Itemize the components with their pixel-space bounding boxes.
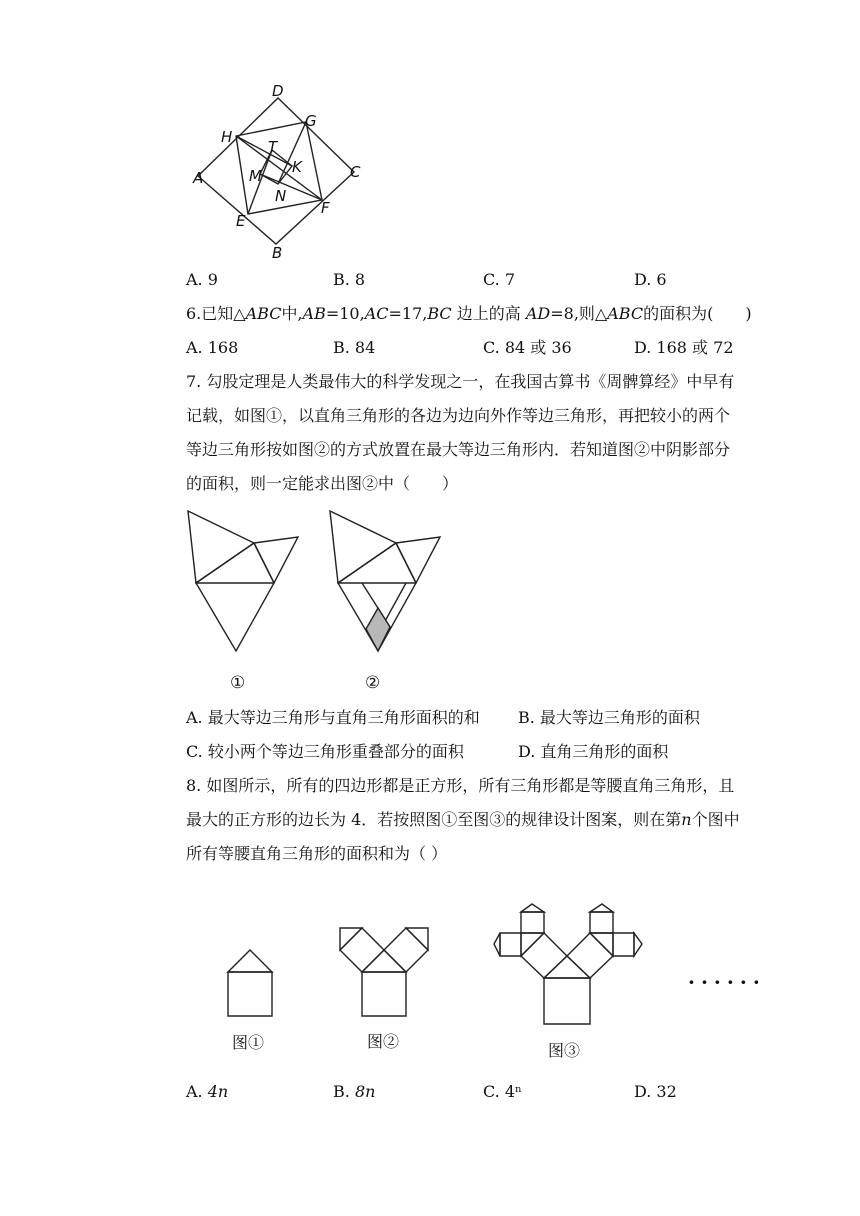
q6-abc: ABC bbox=[607, 304, 644, 323]
q6-option-a[interactable]: A. 168 bbox=[186, 338, 239, 357]
label-t: T bbox=[268, 138, 278, 156]
q8-option-b-value: 8n bbox=[354, 1082, 376, 1101]
label-c: C bbox=[350, 163, 361, 181]
q7-fig2-label: ② bbox=[365, 673, 381, 693]
q6-stem bbox=[186, 304, 752, 324]
q7-option-d[interactable]: D. 直角三角形的面积 bbox=[518, 742, 669, 761]
q7-line-4: 的面积，则一定能求出图②中（ ） bbox=[186, 474, 459, 493]
q8-text: 个图中 bbox=[691, 810, 740, 829]
q8-option-a-value: 4n bbox=[207, 1082, 229, 1101]
q6-bc: BC bbox=[427, 304, 452, 323]
q5-option-c[interactable]: C. 7 bbox=[483, 270, 516, 289]
q7-option-b[interactable]: B. 最大等边三角形的面积 bbox=[518, 708, 700, 727]
q7-line-3: 等边三角形按如图②的方式放置在最大等边三角形内．若知道图②中阴影部分 bbox=[186, 440, 731, 459]
q6-ac: AC bbox=[364, 304, 389, 323]
q7-figure-2 bbox=[322, 505, 452, 665]
q8-option-c-prefix: C. bbox=[483, 1082, 505, 1101]
q8-figure-1 bbox=[226, 946, 286, 1026]
q5-option-b[interactable]: B. 8 bbox=[333, 270, 366, 289]
q6-text: =8,则△ bbox=[550, 304, 608, 323]
q6-ab: AB bbox=[302, 304, 326, 323]
label-f: F bbox=[321, 199, 330, 217]
q6-text: 中, bbox=[281, 304, 303, 323]
q8-option-a-prefix: A. bbox=[186, 1082, 208, 1101]
q6-ad: AD bbox=[525, 304, 551, 323]
q7-option-a[interactable]: A. 最大等边三角形与直角三角形面积的和 bbox=[186, 708, 480, 727]
q6-option-b[interactable]: B. 84 bbox=[333, 338, 376, 357]
label-m: M bbox=[249, 167, 262, 185]
q8-line-3: 所有等腰直角三角形的面积和为（ ） bbox=[186, 844, 448, 863]
q5-option-d[interactable]: D. 6 bbox=[634, 270, 667, 289]
q6-text: =17, bbox=[388, 304, 428, 323]
label-g: G bbox=[305, 112, 317, 130]
q8-option-a[interactable] bbox=[186, 1082, 228, 1102]
label-a: A bbox=[193, 169, 204, 187]
q8-option-c[interactable] bbox=[483, 1082, 522, 1102]
q8-line-1: 8. 如图所示，所有的四边形都是正方形，所有三角形都是等腰直角三角形，且 bbox=[186, 776, 735, 795]
q5-option-a[interactable]: A. 9 bbox=[186, 270, 218, 289]
q6-text: =10, bbox=[325, 304, 365, 323]
q7-shaded-region bbox=[366, 608, 390, 651]
q8-fig3-label: 图③ bbox=[548, 1041, 581, 1060]
q7-fig1-label: ① bbox=[230, 673, 246, 693]
q8-option-b[interactable] bbox=[333, 1082, 375, 1102]
q8-n: n bbox=[681, 810, 692, 829]
label-d: D bbox=[272, 82, 284, 100]
label-b: B bbox=[272, 244, 283, 262]
q8-option-b-prefix: B. bbox=[333, 1082, 355, 1101]
q8-option-c-value: 4ⁿ bbox=[504, 1082, 522, 1101]
q8-option-d[interactable]: D. 32 bbox=[634, 1082, 677, 1101]
q8-text: 最大的正方形的边长为 4．若按照图①至图③的规律设计图案，则在第 bbox=[186, 810, 682, 829]
q6-text: 边上的高 bbox=[451, 304, 526, 323]
q6-option-c[interactable]: C. 84 或 36 bbox=[483, 338, 572, 357]
q8-fig2-label: 图② bbox=[367, 1032, 400, 1051]
label-h: H bbox=[221, 128, 233, 146]
q8-ellipsis: ······ bbox=[688, 970, 766, 994]
q7-option-c[interactable]: C. 较小两个等边三角形重叠部分的面积 bbox=[186, 742, 464, 761]
q6-text: 6.已知△ bbox=[186, 304, 246, 323]
q8-figure-3 bbox=[492, 900, 652, 1030]
label-n: N bbox=[275, 187, 287, 205]
q6-abc: ABC bbox=[245, 304, 282, 323]
q6-option-d[interactable]: D. 168 或 72 bbox=[634, 338, 734, 357]
label-e: E bbox=[236, 212, 246, 230]
label-k: K bbox=[292, 158, 302, 176]
q7-line-1: 7. 勾股定理是人类最伟大的科学发现之一，在我国古算书《周髀算经》中早有 bbox=[186, 372, 735, 391]
q6-text: 的面积为( ) bbox=[643, 304, 752, 323]
outer-square bbox=[198, 98, 354, 244]
q7-line-2: 记载，如图①，以直角三角形的各边为边向外作等边三角形，再把较小的两个 bbox=[186, 406, 731, 425]
q8-figure-2 bbox=[338, 926, 438, 1026]
q8-line-2 bbox=[186, 810, 740, 830]
q8-fig1-label: 图① bbox=[232, 1033, 265, 1052]
q7-figure-1 bbox=[180, 505, 310, 665]
